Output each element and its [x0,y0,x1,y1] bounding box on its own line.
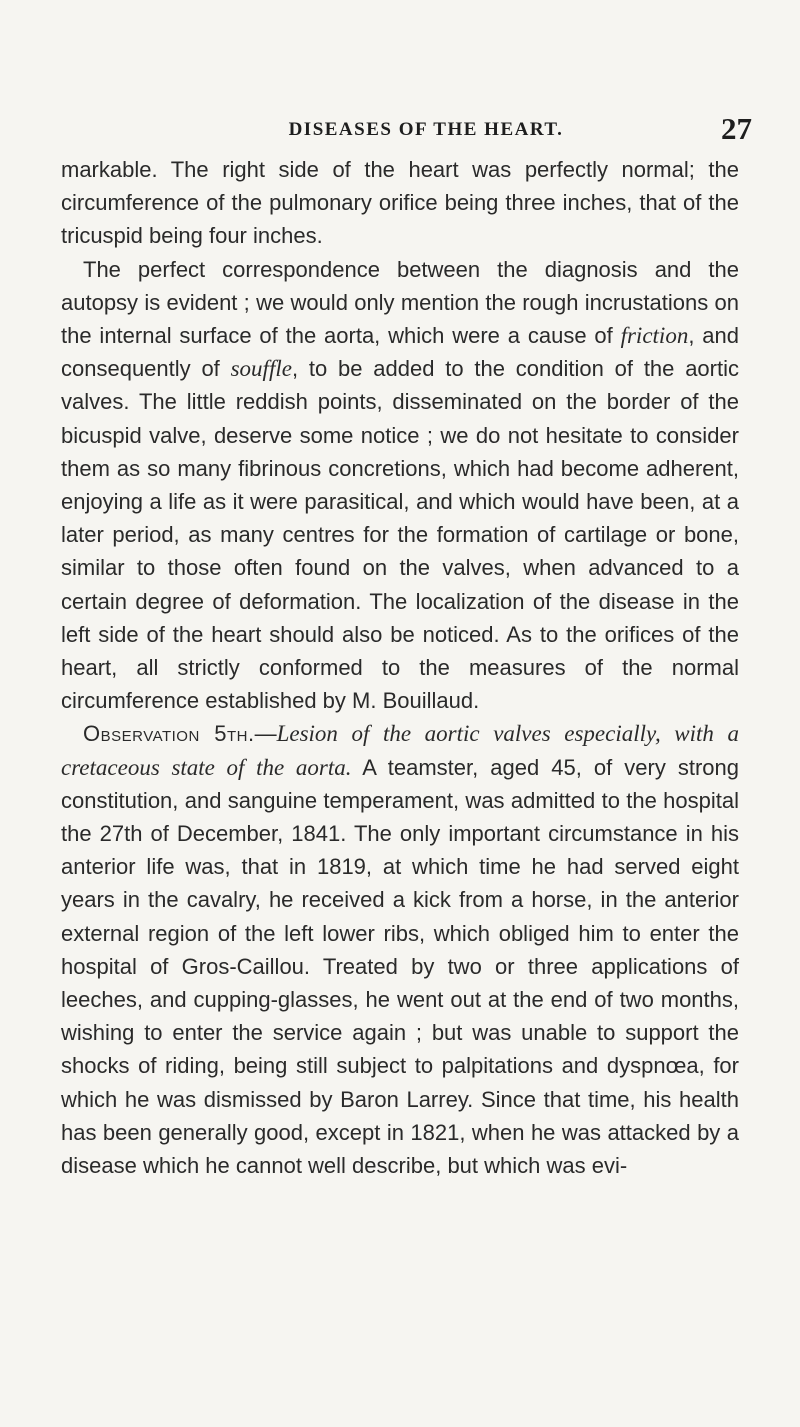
emphasis-souffle: souffle [230,356,292,382]
paragraph-text: The perfect correspondence between the diagnosis and the autopsy is evident ; we would only mention the rough incrustations on the internal surface of the aorta, which were a cause of [61,256,739,349]
emphasis-friction: friction [620,323,689,349]
paragraph-text: , and consequently of [61,323,739,382]
paragraph-text: A teamster, aged 45, of very strong constitution, and sanguine temperament, was admitted to the hospital the 27th of December, 1841. The only important circumstance in his anterior life was, that in 1819, at which time he had served eight years in the cavalry, he received a kick from a horse, in the anterior external region of the left lower ribs, which obliged him to enter the hospital of Gros-Caillou. Treated by two or three applications of leeches, and cupping-glasses, he went out at the end of two months, wishing to enter the service again ; but was unable to support the shocks of riding, being still subject to palpitations and dyspnœa, for which he was dismissed by Baron Larrey. Since that time, his health has been generally good, except in 1821, when he was attacked by a disease which he cannot well describe, but which was evi- [61,754,739,1179]
em-dash: — [254,721,277,747]
running-title: DISEASES OF THE HEART. [288,119,564,140]
running-head [100,111,752,151]
observation-title: Lesion of the aortic valves especially, with a cretaceous state of the aorta. [61,721,739,780]
paragraph-text: , to be added to the condition of the aortic valves. The little reddish points, disseminated on the border of the bicuspid valve, deserve some notice ; we do not hesitate to consider them as so many fibrinous concretions, which had become adherent, enjoying a life as it were parasitical, and which would have been, at a later period, as many centres for the formation of cartilage or bone, similar to those often found on the valves, when advanced to a certain degree of deformation. The localization of the disease in the left side of the heart should also be noticed. As to the orifices of the heart, all strictly conformed to the measures of the normal circumference established by M. Bouillaud. [61,356,739,714]
paragraph-continuation [61,153,739,253]
paragraph-commentary [61,253,739,718]
observation-label: Observation 5th. [83,721,255,747]
page-number: 27 [721,111,752,146]
paragraph-text: markable. The right side of the heart was perfectly normal; the circumference of the pulmonary orifice being three inches, that of the tricuspid being four inches. [61,157,739,249]
body-text [61,153,739,1182]
paragraph-observation [61,717,739,1182]
